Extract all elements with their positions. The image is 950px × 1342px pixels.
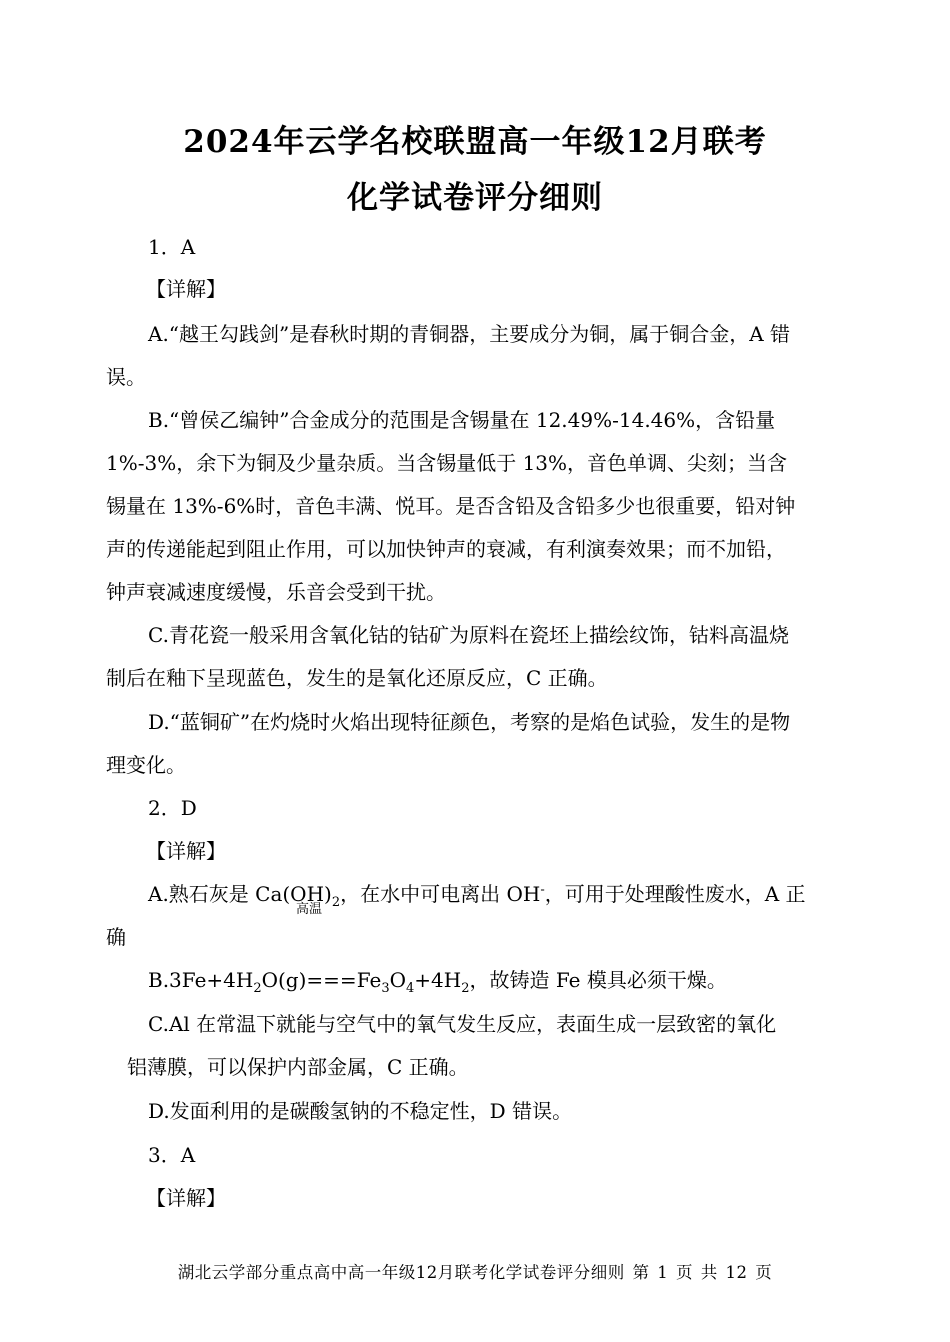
- q2-b-sub-1: 2: [253, 981, 262, 996]
- q2-a-text-3: ，可用于处理酸性废水，A 正: [544, 882, 806, 906]
- q2-answer: 2．D: [148, 796, 197, 820]
- footer-page-number: 1: [657, 1263, 669, 1282]
- q1-option-b-line5: 钟声衰减速度缓慢，乐音会受到干扰。: [106, 580, 446, 604]
- document-title: 2024年云学名校联盟高一年级12月联考: [183, 124, 767, 160]
- q1-answer: 1．A: [148, 235, 196, 259]
- q1-option-b-line1: B.“曾侯乙编钟”合金成分的范围是含锡量在 12.49%-14.46%，含铅量: [148, 408, 776, 432]
- q1-option-c-line2: 制后在釉下呈现蓝色，发生的是氧化还原反应，C 正确。: [106, 666, 608, 690]
- q2-option-a-line2: 确: [106, 925, 126, 949]
- q1-option-a-line1: A.“越王勾践剑”是春秋时期的青铜器，主要成分为铜，属于铜合金，A 错: [148, 322, 791, 346]
- document-subtitle: 化学试卷评分细则: [347, 180, 603, 216]
- q2-option-a-line1: [148, 878, 806, 910]
- q1-detail-label: 【详解】: [146, 277, 226, 301]
- q1-option-c-line1: C.青花瓷一般采用含氧化钴的钴矿为原料在瓷坯上描绘纹饰，钴料高温烧: [148, 623, 789, 647]
- q2-b-sub-2: 3: [381, 981, 390, 996]
- q2-option-c-line2: 铝薄膜，可以保护内部金属，C 正确。: [127, 1055, 469, 1079]
- q1-option-a-line2: 误。: [106, 365, 146, 389]
- q2-b-text-2: O(g)===Fe: [261, 968, 382, 992]
- footer-page-label: 第: [632, 1263, 650, 1282]
- q2-b-text-4: +4H: [414, 968, 462, 992]
- q2-b-text-3: O: [389, 968, 406, 992]
- q2-option-b-line1: [148, 964, 727, 996]
- q2-option-d-line1: D.发面利用的是碳酸氢钠的不稳定性，D 错误。: [148, 1099, 573, 1123]
- q2-option-c-line1: C.Al 在常温下就能与空气中的氧气发生反应，表面生成一层致密的氧化: [148, 1012, 777, 1036]
- page-footer: [0, 1259, 950, 1283]
- footer-text: 湖北云学部分重点高中高一年级12月联考化学试卷评分细则: [177, 1263, 625, 1282]
- q3-detail-label: 【详解】: [146, 1186, 226, 1210]
- reaction-condition-label: 高温: [296, 902, 323, 917]
- footer-total-unit: 页: [755, 1263, 773, 1282]
- q2-b-text-5: ，故铸造 Fe 模具必须干燥。: [469, 968, 727, 992]
- q1-option-d-line2: 理变化。: [106, 753, 186, 777]
- q1-option-b-line4: 声的传递能起到阻止作用，可以加快钟声的衰减，有利演奏效果；而不加铅，: [106, 537, 786, 561]
- q2-detail-label: 【详解】: [146, 839, 226, 863]
- q2-a-superscript: -: [540, 882, 545, 898]
- footer-total-label: 共: [700, 1263, 718, 1282]
- q2-b-sub-3: 4: [406, 981, 415, 996]
- q2-b-sub-4: 2: [461, 981, 470, 996]
- q1-option-b-line3: 锡量在 13%-6%时，音色丰满、悦耳。是否含铅及含铅多少也很重要，铅对钟: [106, 494, 796, 518]
- footer-page-unit: 页: [676, 1263, 693, 1282]
- q1-option-b-line2: 1%-3%，余下为铜及少量杂质。当含锡量低于 13%，音色单调、尖刻；当含: [106, 451, 788, 475]
- q1-option-d-line1: D.“蓝铜矿”在灼烧时火焰出现特征颜色，考察的是焰色试验，发生的是物: [148, 710, 791, 734]
- q2-a-text-2: ，在水中可电离出 OH: [340, 882, 541, 906]
- q2-b-text-1: B.3Fe+4H: [148, 968, 254, 992]
- q2-a-subscript: 2: [331, 895, 341, 910]
- footer-total-number: 12: [725, 1263, 748, 1282]
- q2-a-text-1: A.熟石灰是 Ca(OH): [148, 882, 332, 906]
- q3-answer: 3．A: [148, 1143, 196, 1167]
